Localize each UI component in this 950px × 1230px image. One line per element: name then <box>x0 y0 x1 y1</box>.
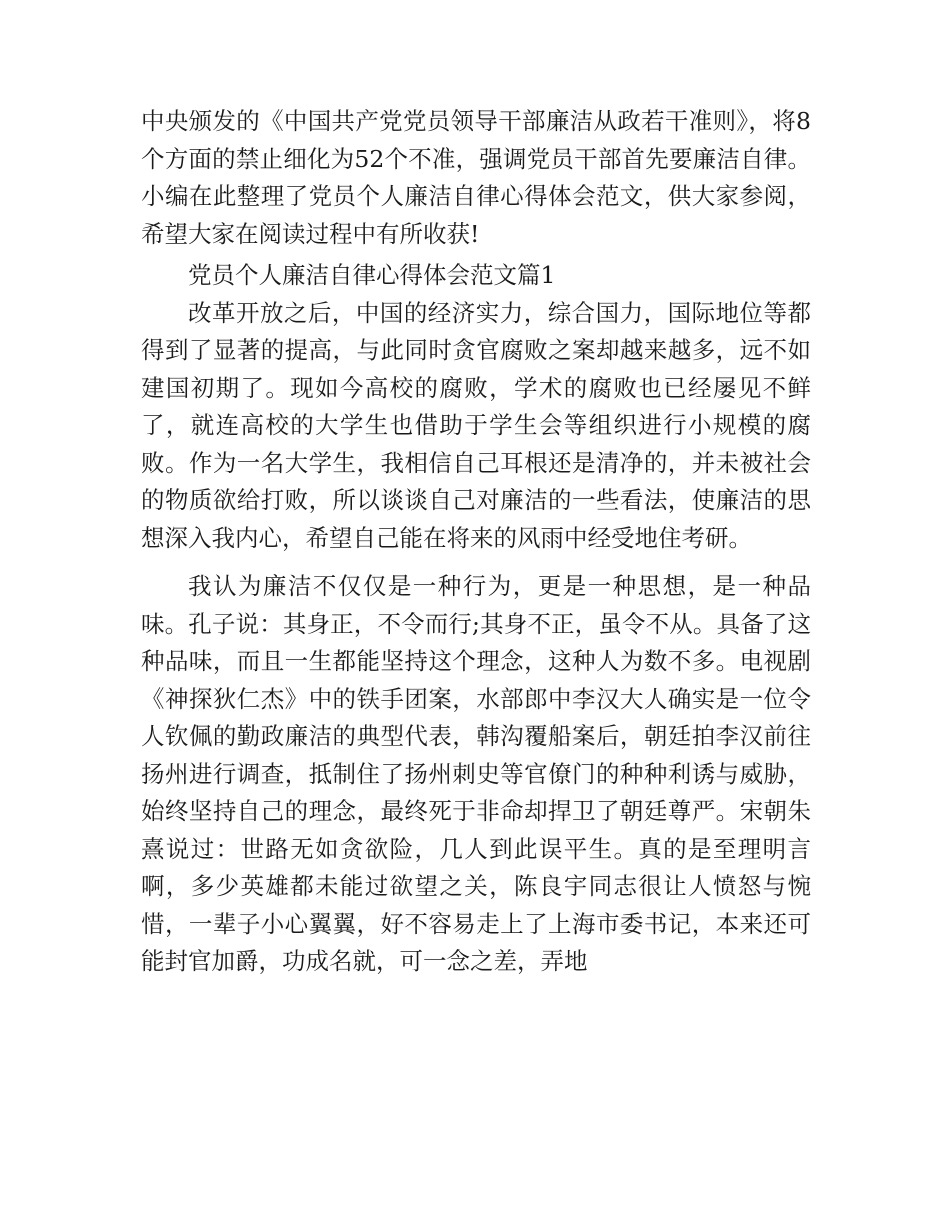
body-paragraph-2: 我认为廉洁不仅仅是一种行为，更是一种思想，是一种品味。孔子说：其身正，不令而行;其身不正，虽令不从。具备了这种品味，而且一生都能坚持这个理念，这种人为数不多。电视剧《神探狄仁杰》中的铁手团案，水部郎中李汉大人确实是一位令人钦佩的勤政廉洁的典型代表，韩沟覆船案后，朝廷拍李汉前往扬州进行调查，抵制住了扬州刺史等官僚门的种种利诱与威胁，始终坚持自己的理念，最终死于非命却捍卫了朝廷尊严。宋朝朱熹说过：世路无如贪欲险，几人到此误平生。真的是至理明言啊，多少英雄都未能过欲望之关，陈良宇同志很让人愤怒与惋惜，一辈子小心翼翼，好不容易走上了上海市委书记，本来还可能封官加爵，功成名就，可一念之差，弄地 <box>141 572 811 975</box>
document-body <box>141 103 811 981</box>
section-title: 党员个人廉洁自律心得体会范文篇1 <box>188 261 556 289</box>
intro-paragraph: 中央颁发的《中国共产党党员领导干部廉洁从政若干准则》，将8个方面的禁止细化为52个不准，强调党员干部首先要廉洁自律。小编在此整理了党员个人廉洁自律心得体会范文，供大家参阅，希望大家在阅读过程中有所收获! <box>141 107 811 248</box>
body-paragraph-1: 改革开放之后，中国的经济实力，综合国力，国际地位等都得到了显著的提高，与此同时贪官腐败之案却越来越多，远不如建国初期了。现如今高校的腐败，学术的腐败也已经屡见不鲜了，就连高校的大学生也借助于学生会等组织进行小规模的腐败。作为一名大学生，我相信自己耳根还是清净的，并未被社会的物质欲给打败，所以谈谈自己对廉洁的一些看法，使廉洁的思想深入我内心，希望自己能在将来的风雨中经受地住考研。 <box>141 298 811 552</box>
